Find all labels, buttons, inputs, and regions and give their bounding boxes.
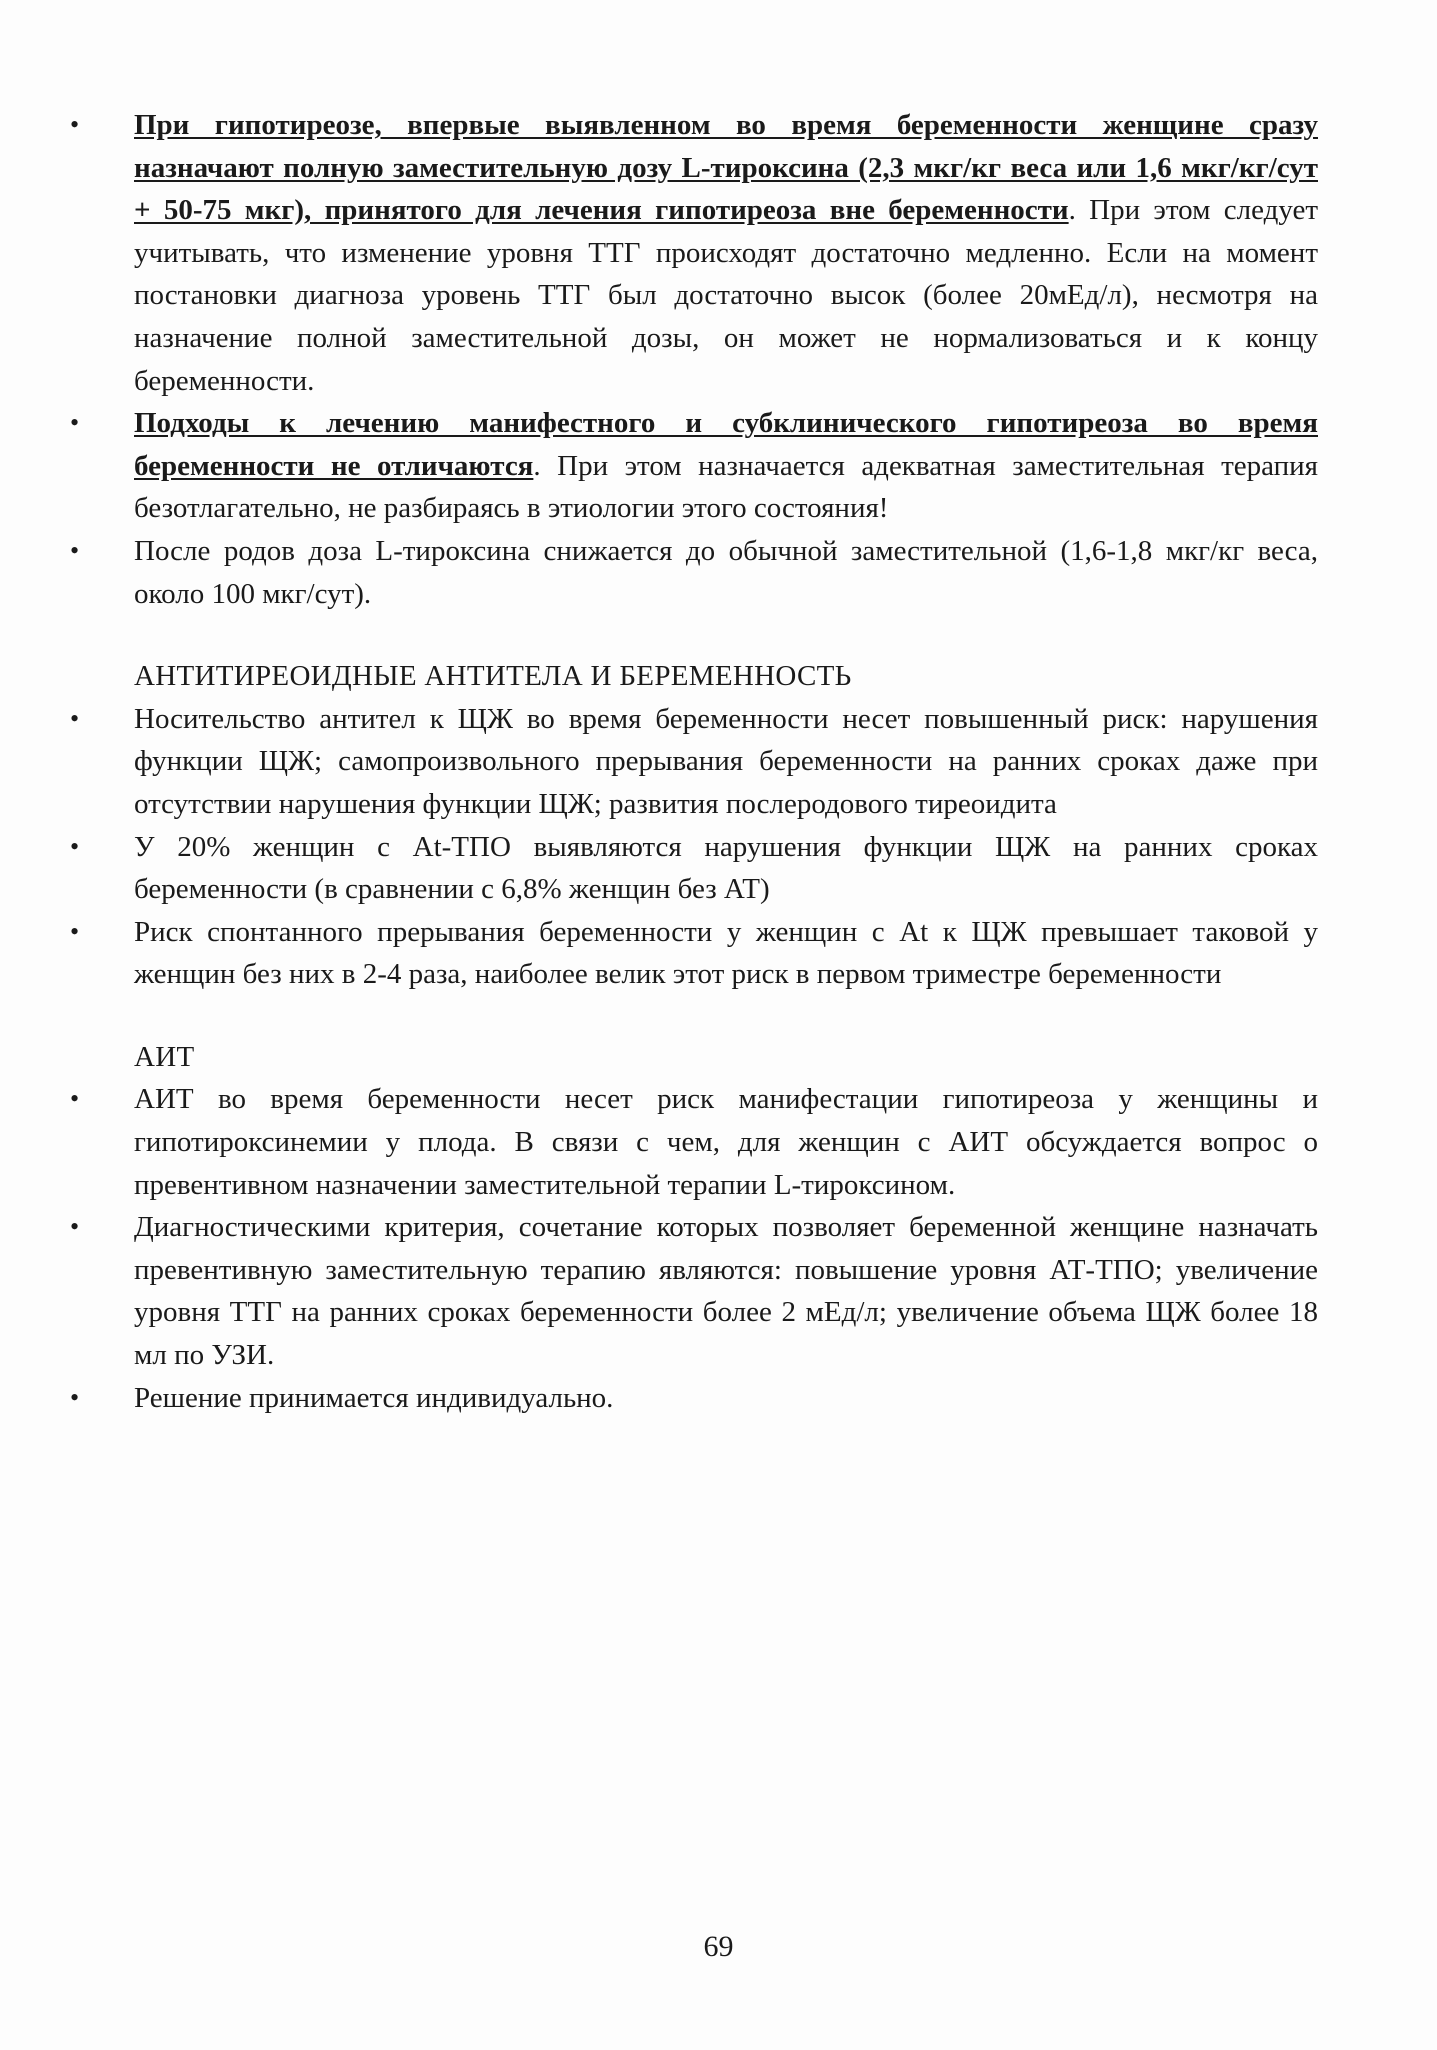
item-text: . При этом следует учитывать, что изменение уровня ТТГ происходят достаточно медленно. Если на момент постановки диагноза уровень ТТГ был достаточно высок (более 20мЕд/л), несмотря на назначение полной заместительной дозы, он может не нормализоваться и к концу беременности. <box>134 194 1319 397</box>
list-item <box>134 104 1318 402</box>
list-item: • Риск спонтанного прерывания беременности у женщин с At к ЩЖ превышает таковой у женщин без них в 2-4 раза, наиболее велик этот риск в первом триместре беременности <box>134 911 1318 996</box>
list-item: • Диагностическими критерия, сочетание которых позволяет беременной женщине назначать превентивную заместительную терапию являются: повышение уровня АТ-ТПО; увеличение уровня ТТГ на ранних сроках беременности более 2 мЕд/л; увеличение объема ЩЖ более 18 мл по УЗИ. <box>134 1206 1318 1376</box>
list-item: • Решение принимается индивидуально. <box>134 1377 1318 1420</box>
antibodies-bullet-list <box>134 698 1318 996</box>
list-item: • АИТ во время беременности несет риск манифестации гипотиреоза у женщины и гипотироксинемии у плода. В связи с чем, для женщин с АИТ обсуждается вопрос о превентивном назначении заместительной терапии L-тироксином. <box>134 1078 1318 1206</box>
item-text: После родов доза L-тироксина снижается до обычной заместительной (1,6-1,8 мкг/кг веса, около 100 мкг/сут). <box>134 534 1318 610</box>
page-number: 69 <box>703 1930 734 1963</box>
list-item: • У 20% женщин с At-ТПО выявляются нарушения функции ЩЖ на ранних сроках беременности (в сравнении с 6,8% женщин без АТ) <box>134 826 1318 911</box>
emphasized-text: При гипотиреозе, впервые выявленном во время беременности женщине сразу назначают полную заместительную дозу L-тироксина (2,3 мкг/кг веса или 1,6 мкг/кг/сут + 50-75 мкг), принятого для лечения гипотиреоза вне беременности <box>134 109 1318 227</box>
item-text: . При этом назначается адекватная заместительная терапия безотлагательно, не разбираясь в этиологии этого состояния! <box>134 449 1318 525</box>
list-item <box>134 530 1318 615</box>
section-heading-ait: АИТ <box>134 1040 195 1073</box>
list-item <box>134 402 1318 530</box>
list-item: • Носительство антител к ЩЖ во время беременности несет повышенный риск: нарушения функции ЩЖ; самопроизвольного прерывания беременности на ранних сроках даже при отсутствии нарушения функции ЩЖ; развития послеродового тиреоидита <box>134 698 1318 826</box>
emphasized-text: Подходы к лечению манифестного и субклинического гипотиреоза во время беременности не отличаются <box>134 407 1318 482</box>
page-content <box>134 104 1318 1419</box>
ait-bullet-list <box>134 1078 1318 1419</box>
intro-bullet-list <box>134 104 1318 615</box>
section-heading-antibodies: АНТИТИРЕОИДНЫЕ АНТИТЕЛА И БЕРЕМЕННОСТЬ <box>134 660 852 693</box>
